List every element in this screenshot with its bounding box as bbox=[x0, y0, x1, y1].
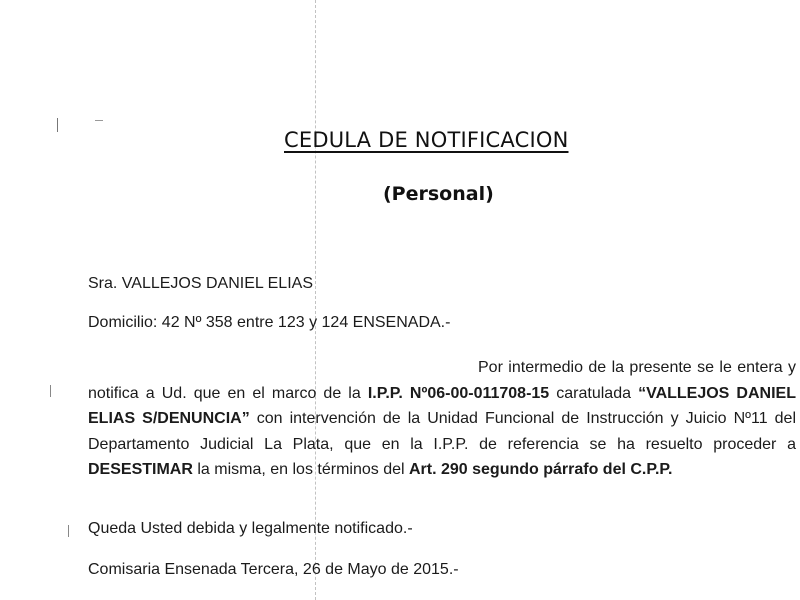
scan-mark bbox=[50, 385, 51, 397]
ipp-number: I.P.P. Nº06-00-011708-15 bbox=[367, 384, 550, 402]
scan-mark bbox=[68, 525, 69, 537]
body-text-3: con intervención de la Unidad Funcional de Instrucción y Juicio Nº11 del Departamento Judicial La Plata, que en la I.P.P. de referencia se ha resuelto proceder a bbox=[88, 410, 797, 453]
notification-body bbox=[88, 355, 796, 483]
scan-mark bbox=[95, 120, 103, 121]
body-text-4: la misma, en los términos del bbox=[192, 461, 409, 478]
scan-mark bbox=[57, 118, 58, 132]
signoff-line: Comisaria Ensenada Tercera, 26 de Mayo de 2015.- bbox=[88, 561, 459, 578]
address-line: Domicilio: 42 Nº 358 entre 123 y 124 ENSENADA.- bbox=[88, 314, 451, 331]
fold-line bbox=[315, 0, 316, 600]
document-subtitle: (Personal) bbox=[383, 183, 494, 205]
case-caption: “VALLEJOS DANIEL ELIAS S/DENUNCIA” bbox=[88, 384, 796, 427]
legal-article: Art. 290 segundo párrafo del C.P.P. bbox=[408, 461, 673, 478]
document-title: CEDULA DE NOTIFICACION bbox=[284, 128, 569, 152]
body-text-2: caratulada bbox=[549, 384, 639, 402]
body-text-1: Por intermedio de la presente se le entera y notifica a Ud. que en el marco de la bbox=[88, 359, 796, 402]
closing-line: Queda Usted debida y legalmente notificado.- bbox=[88, 520, 413, 537]
recipient-line: Sra. VALLEJOS DANIEL ELIAS bbox=[88, 275, 313, 292]
decision: DESESTIMAR bbox=[88, 461, 193, 478]
